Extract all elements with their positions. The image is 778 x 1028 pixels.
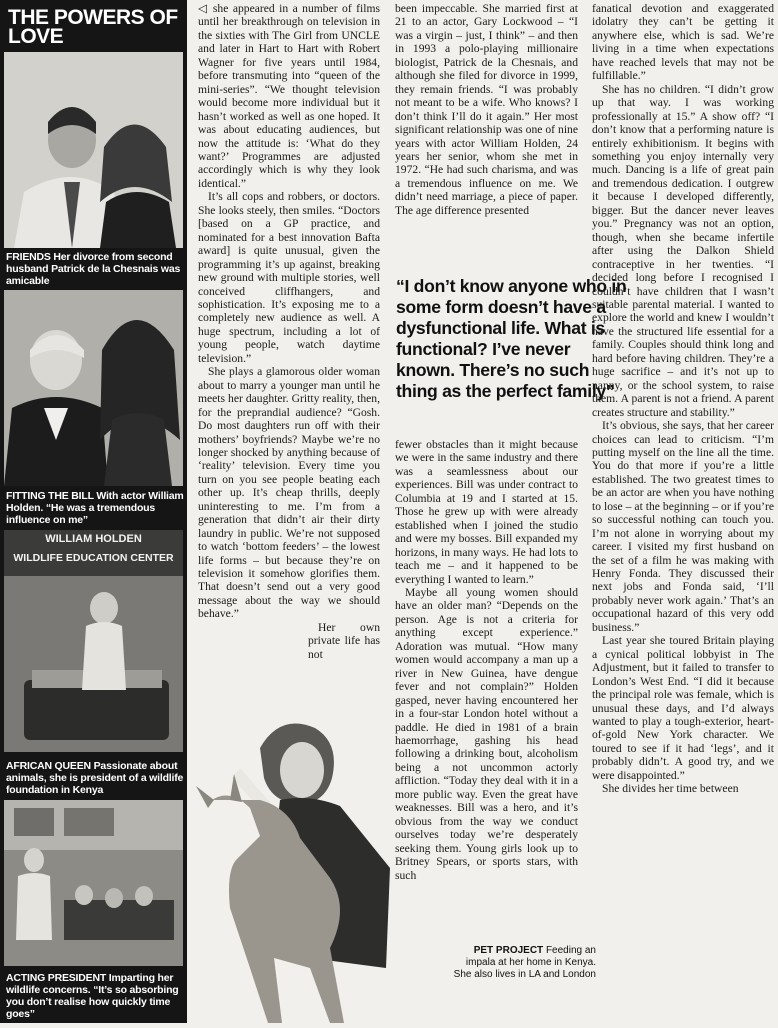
caption-text: With actor William Holden. “He was a tremendous influence on me” [6,490,184,526]
paragraph: Her own private life has not [308,620,380,661]
caption-text: Passionate about animals, she is president of a wildlife foundation in Kenya [6,760,184,796]
photo-acting-president [4,800,183,966]
photo-pet-project [190,708,430,1023]
caption-acting-president [6,972,184,1020]
caption-text: Her divorce from second husband Patrick de la Chesnais was amicable [6,251,181,287]
paragraph: She has no children. “I didn’t grow up that way. I was working professionally at 15.” A show off? “I don’t know that a performing nature is entirely exhibitionism. It begins with something you enjoy internally very much. Dancing is a life of great pain and tremendous dedication. I outgrew it because I developed differently, bigger. But the dancer never leaves you.” Pregnancy was not an option, though, when she became infertile after using the Dalkon Shield contraceptive in her twenties. “I decided long before I recognised I couldn’t have children that I wasn’t suitable parental material. I wanted to explore the world and knew I wouldn’t have the structured life essential for a family. Couples should think long and hard before having children. They’re a huge sacrifice – and it’s not up to nanny, or the school system, to raise them. A parent is not a friend. A parent creates structure and stability.” [592,82,774,419]
pull-quote: “I don’t know anyone who in some form doesn’t have a dysfunctional life. What is functional? I’ve never known. There’s no such thing as the perfect family” [396,276,627,401]
paragraph: fanatical devotion and exaggerated idolatry they can’t be getting it anywhere else, which is sad. We’re living in a time when expectations have reached levels that may not be fulfillable.” [592,2,774,83]
caption-text: Feeding an impala at her home in Kenya. She also lives in LA and London [453,945,596,980]
sign-line-2: WILDLIFE EDUCATION CENTER [13,552,174,564]
caption-lead: ACTING PRESIDENT [6,972,107,984]
paragraph: Maybe all young women should have an older man? “Depends on the person. Age is not a criteria for anything except experience.” Adoration was mutual. “How many women would accompany a man up a river in New Guinea, have dengue fever and not complain?” Holden gasped, never having encountered her in a four-star London hotel without a paddle. He died in 1981 of a brain haemorrhage, gashing his head following a drinking bout, alcoholism being a not uncommon actorly affliction. “Today they deal with it in a more public way. Even the great have weaknesses. Bill was a hero, and it’s obvious from the way we conduct ourselves today we’re desperately seeking them. Young girls look up to Britney Spears, or sports stars, with such [395,585,578,882]
photo-sidebar [0,0,187,1023]
paragraph: Last year she toured Britain playing a cynical political lobbyist in The Adjustment, but it failed to transfer to London’s West End. “I did it because the principal role was female, which is unusual these days, and I’d always wanted to play a tough-exterior, heart-of-gold New York character. We toured to see if it had ‘legs’, and it probably didn’t. A good try, and we were disappointed.” [592,634,774,782]
article-column-3 [592,2,774,796]
paragraph: It’s obvious, she says, that her career choices can lead to criticism. “I’m putting myself on the line all the time. You do that more if you’re a little established. The two greatest times to be an actor are when you have nothing to lose – at the beginning – or if you’re so successful nothing can touch you. I’m not alone in worrying about my career. I visited my first husband on the set of a film he was making with Henry Fonda. They discussed their next jobs and Fonda said, ‘I’ll probably never work again.’ That’s an occupational hazard of this very odd business.” [592,419,774,634]
paragraph: ◁ she appeared in a number of films until her breakthrough on television in the sixties with The Girl from UNCLE and later in Hart to Hart with Robert Wagner for five years until 1984, before transmuting into “queen of the mini-series”. “We thought television would become more individual but it hasn’t worked as well as one hoped. It was about educating audiences, but now the attitude is: ‘What do they want?’ Programmes are adjusted accordingly which is why they look identical.” [198,2,380,190]
caption-lead: FITTING THE BILL [6,490,94,502]
sidebar-title: THE POWERS OF LOVE [8,6,178,48]
caption-friends [6,251,184,287]
photo-friends [4,52,183,248]
caption-pet-project [448,945,596,981]
caption-lead: PET PROJECT [473,945,544,956]
photo-wildlife-center [4,530,183,752]
caption-african-queen [6,760,184,796]
caption-fitting-the-bill [6,490,184,526]
paragraph: been impeccable. She married first at 21 to an actor, Gary Lockwood – “I was a virgin – just, I think” – and then in 1993 a polo-playing millionaire biologist, Patrick de la Chesnais, and although she filed for divorce in 1999, they remain friends. “I was probably not meant to be a wife. Who knows? I don’t think I’ll do it again.” Her most significant relationship was one of nine years with actor William Holden, 24 years her senior, whom she met in 1972. “He had such charisma, and was a tremendous influence on me. We didn’t need marriage, a piece of paper. The age difference presented [395,2,578,217]
article-column-2-top [395,2,578,217]
paragraph: It’s all cops and robbers, or doctors. She looks steely, then smiles. “Doctors [based on a GP practice, and nominated for a best innovation Bafta award] is quite unusual, given the programming it’s up against, breaking new ground with multiple stories, well conceived cliffhangers, and sophistication. It’s exposing me to a completely new audience as well. A huge spectrum, including a lot of young people, watch daytime television.” [198,190,380,365]
paragraph: She plays a glamorous older woman about to marry a younger man until he meets her daughter. Gritty reality, then, for the preprandial audience? “Gosh. Do most daughters run off with their mothers’ boyfriends? Maybe we’re no longer shocked by anything because of ‘reality’ television. Every time you turn on you see people beating each other up. It’s cheap thrills, deeply uninteresting to me. I’m from a generation that didn’t air their dirty laundry in public. We’re not supposed to watch ‘bottom feeders’ – the lowest life forms – but because they’re on television it somehow glorifies them. That doesn’t send out a very good message about the way we should behave.” [198,365,380,621]
paragraph: She divides her time between [602,782,739,796]
paragraph: fewer obstacles than it might because we were in the same industry and there was a seamlessness about our experiences. Bill was under contract to Columbia at 19 and I started at 15. Those he grew up with were already established when I joined the studio and were my bosses. Bill expanded my horizons, in many ways. He had lots to teach me – and it happened to be everything I wanted to learn.” [395,438,578,586]
sign-line-1: WILLIAM HOLDEN [45,533,142,545]
caption-lead: FRIENDS [6,251,51,263]
caption-text: Imparting her wildlife concerns. “It’s so absorbing you don’t realise how quickly time goes” [6,972,179,1020]
photo-holden [4,290,183,486]
article-column-1 [198,2,380,661]
article-column-2-bottom [395,438,578,882]
caption-lead: AFRICAN QUEEN [6,760,91,772]
